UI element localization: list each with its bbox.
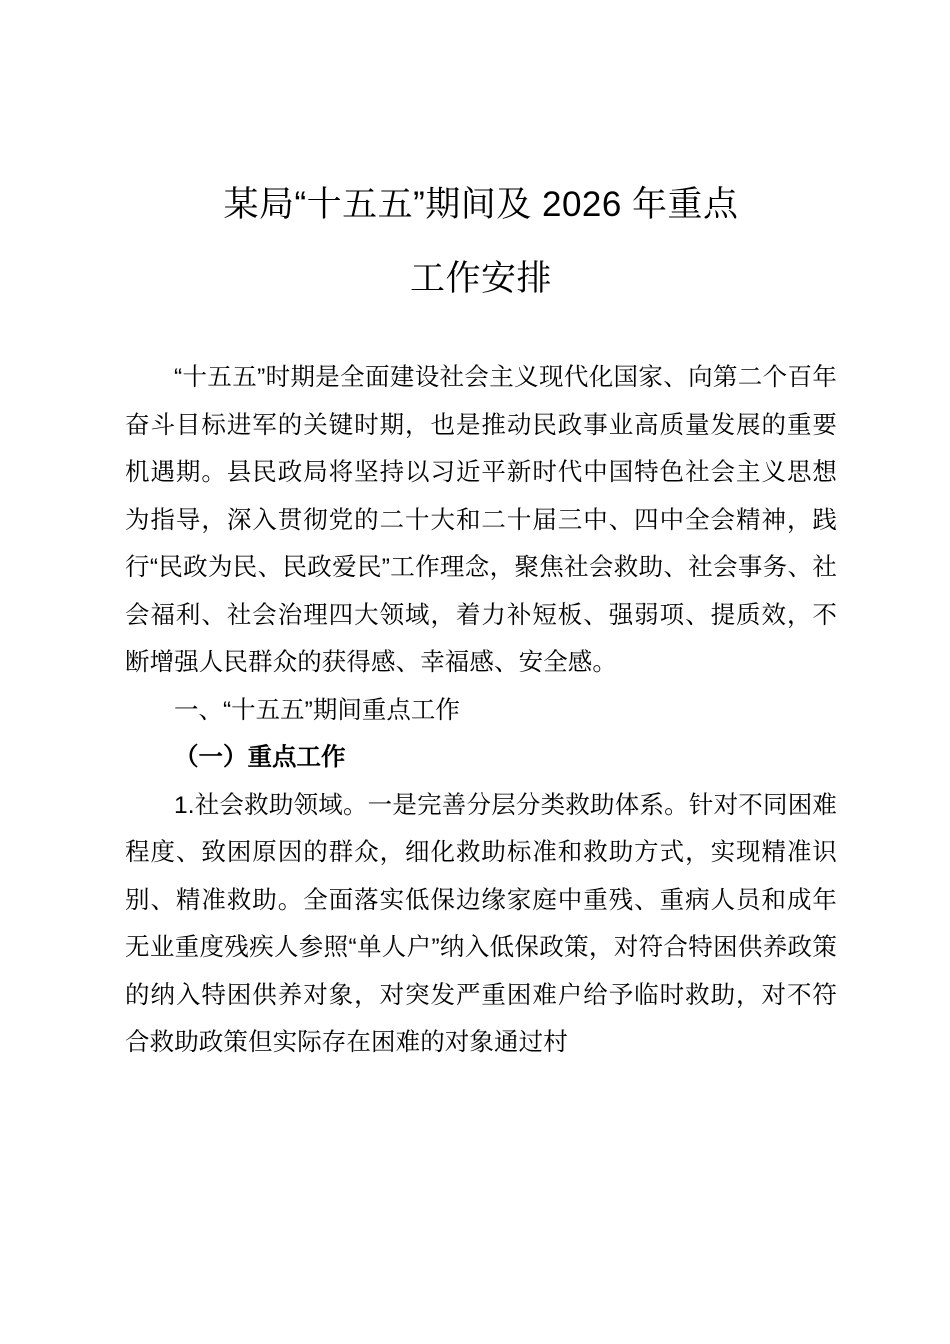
page-content-area bbox=[125, 0, 837, 1067]
section-heading-one: 一、“十五五”期间重点工作 bbox=[174, 696, 460, 724]
item-1-social-assistance: 1.社会救助领域。一是完善分层分类救助体系。针对不同困难程度、致困原因的群众，细化救助标准和救助方式，实现精准识别、精准救助。全面落实低保边缘家庭中重残、重病人员和成年无业重度残疾人参照“单人户”纳入低保政策，对符合特困供养政策的纳入特困供养对象，对突发严重困难户给予临时救助，对不符合救助政策但实际存在困难的对象通过村 bbox=[125, 791, 837, 1056]
document-title bbox=[125, 0, 837, 316]
intro-paragraph: “十五五”时期是全面建设社会主义现代化国家、向第二个百年奋斗目标进军的关键时期，也是推动民政事业高质量发展的重要机遇期。县民政局将坚持以习近平新时代中国特色社会主义思想为指导，深入贯彻党的二十大和二十届三中、四中全会精神，践行“民政为民、民政爱民”工作理念，聚焦社会救助、社会事务、社会福利、社会治理四大领域，着力补短板、强弱项、提质效，不断增强人民群众的获得感、幸福感、安全感。 bbox=[125, 364, 837, 676]
subsection-heading-key-work: （一）重点工作 bbox=[174, 744, 346, 771]
document-title-line-2: 工作安排 bbox=[409, 259, 552, 298]
document-title-line-1: 某局“十五五”期间及 2026 年重点 bbox=[223, 185, 739, 224]
